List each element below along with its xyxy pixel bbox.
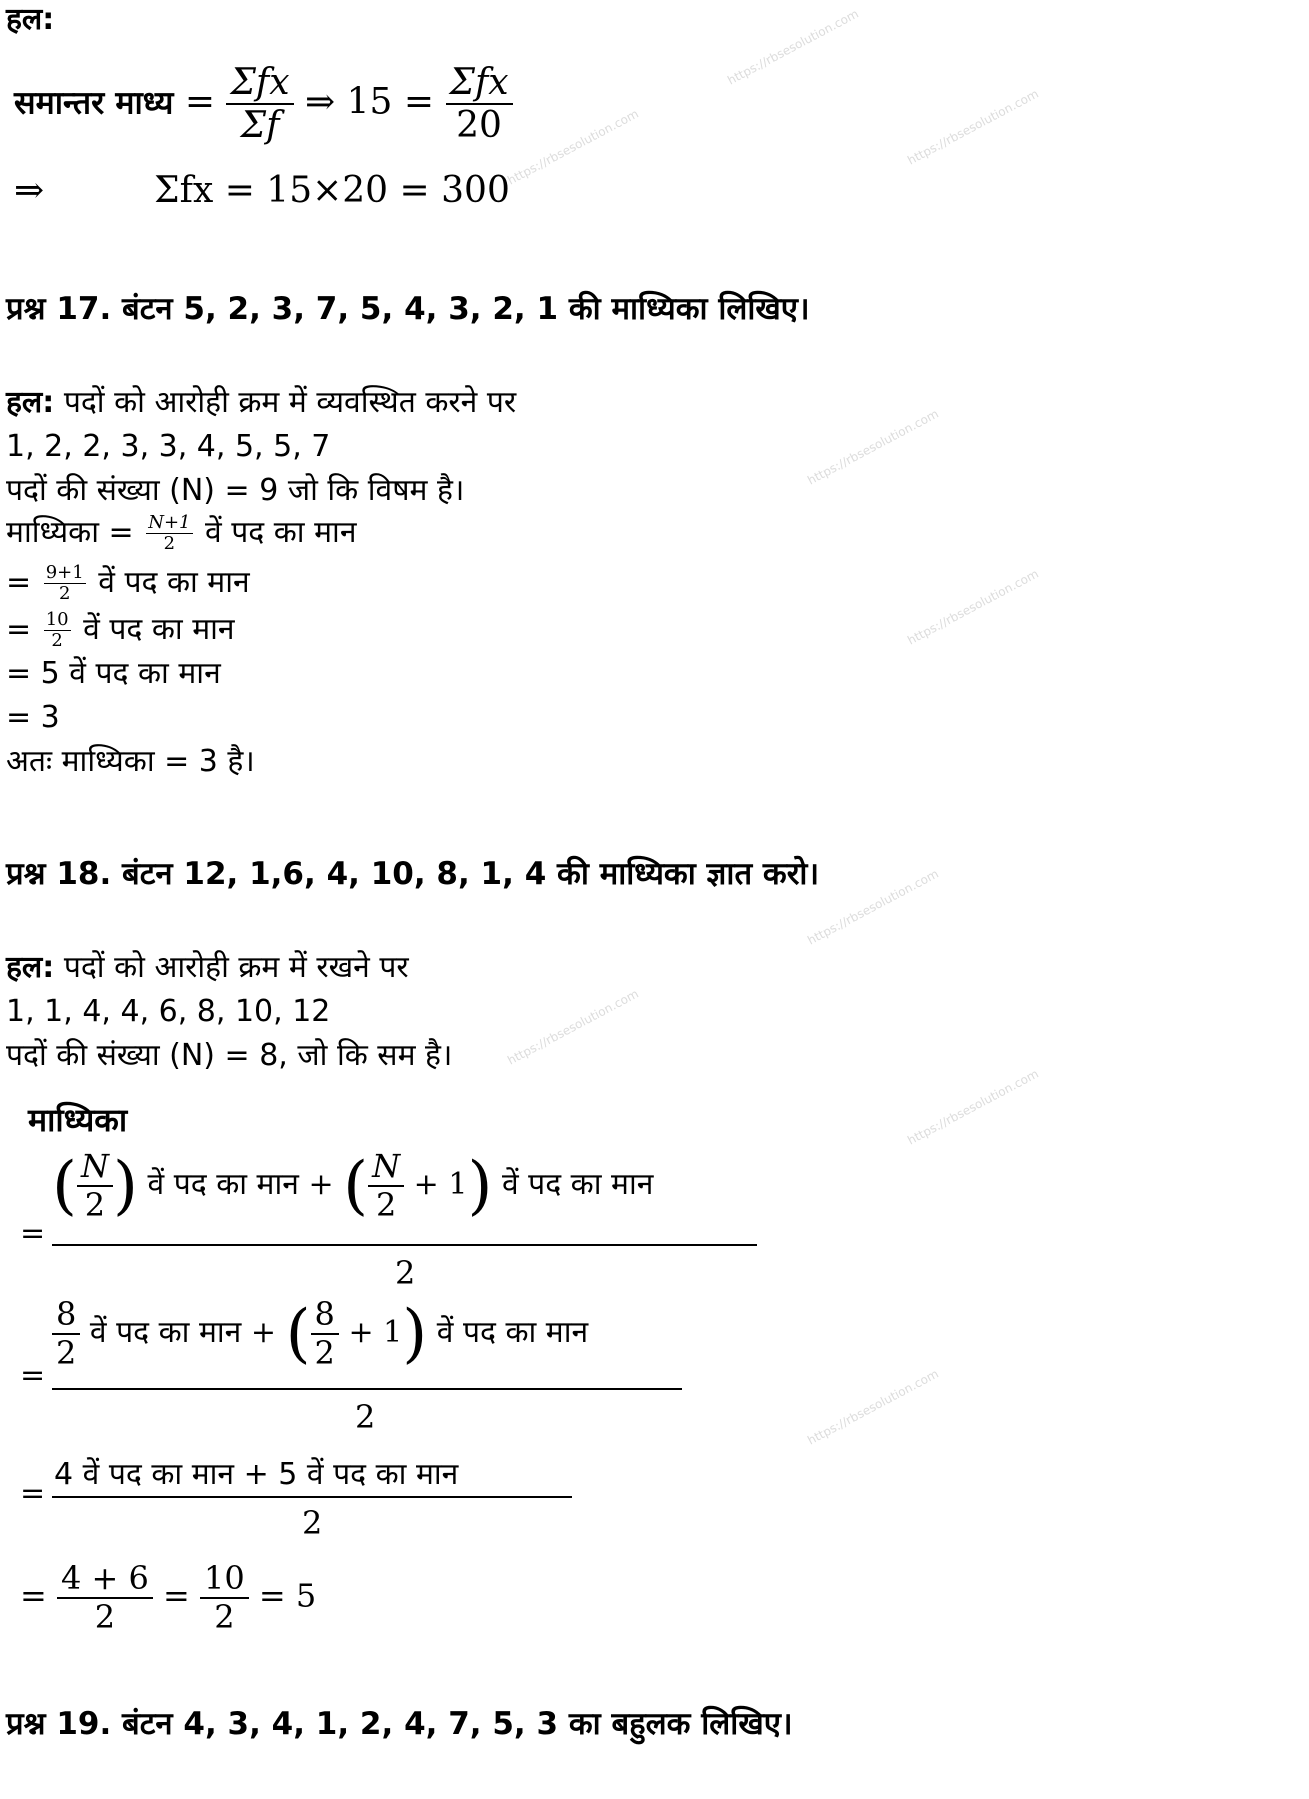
question-19: प्रश्न 19. बंटन 4, 3, 4, 1, 2, 4, 7, 5, 3 का बहुलक लिखिए। xyxy=(6,1706,793,1742)
q17-sorted-values: 1, 2, 2, 3, 3, 4, 5, 5, 7 xyxy=(6,429,331,464)
watermark: https://rbsesolution.com xyxy=(805,866,941,948)
watermark: https://rbsesolution.com xyxy=(805,406,941,488)
watermark: https://rbsesolution.com xyxy=(905,566,1041,648)
q18-equals-2: = xyxy=(20,1358,46,1393)
q18-step-3-numerator: 4 वें पद का मान + 5 वें पद का मान xyxy=(54,1457,459,1492)
watermark: https://rbsesolution.com xyxy=(905,1066,1041,1148)
q17-count: पदों की संख्या (N) = 9 जो कि विषम है। xyxy=(6,473,465,508)
watermark: https://rbsesolution.com xyxy=(905,86,1041,168)
q17-step-3: = $\frac{10}{2}$ वें पद का मान xyxy=(6,609,235,651)
q18-step-1-bar xyxy=(52,1244,757,1246)
q18-sorted-values: 1, 1, 4, 4, 6, 8, 10, 12 xyxy=(6,994,331,1029)
q18-final-step: = $\frac{4 + 6}{2}$ = $\frac{10}{2}$ = 5 xyxy=(20,1559,317,1636)
q18-count: पदों की संख्या (N) = 8, जो कि सम है। xyxy=(6,1038,453,1073)
q17-median-formula: माध्यिका = $\frac{N+1}{2}$ वें पद का मान xyxy=(6,512,357,554)
q18-step-3-bar xyxy=(52,1496,572,1498)
solution-label: हल: xyxy=(6,2,55,37)
question-18: प्रश्न 18. बंटन 12, 1,6, 4, 10, 8, 1, 4 की माध्यिका ज्ञात करो। xyxy=(6,856,820,892)
q18-solution-intro: हल: पदों को आरोही क्रम में रखने पर xyxy=(6,950,409,985)
q18-equals-3: = xyxy=(20,1476,46,1511)
q18-step-2-bar xyxy=(52,1388,682,1390)
q17-step-5: = 3 xyxy=(6,700,60,735)
watermark: https://rbsesolution.com xyxy=(505,106,641,188)
q17-conclusion: अतः माध्यिका = 3 है। xyxy=(6,744,255,779)
q17-step-4: = 5 वें पद का मान xyxy=(6,656,221,691)
q18-step-3-denominator: 2 xyxy=(302,1504,323,1542)
q17-step-2: = $\frac{9+1}{2}$ वें पद का मान xyxy=(6,562,250,604)
q18-step-1-numerator: ( $\frac{N}{2}$ ) वें पद का मान + ( $\frac{N}{2}$ + 1) वें पद का मान xyxy=(52,1147,654,1224)
watermark: https://rbsesolution.com xyxy=(725,6,861,88)
q18-step-2-denominator: 2 xyxy=(355,1398,376,1436)
mean-equation: समान्तर माध्य = $\frac{\text{Σfx}}{\Sigma f}$ ⇒ 15 = $\frac{\text{Σfx}}{20}$ xyxy=(14,62,513,147)
q18-median-label: माध्यिका xyxy=(28,1101,128,1139)
question-17: प्रश्न 17. बंटन 5, 2, 3, 7, 5, 4, 3, 2, 1 की माध्यिका लिखिए। xyxy=(6,291,810,327)
q18-step-1-denominator: 2 xyxy=(395,1254,416,1292)
q18-equals-1: = xyxy=(20,1216,46,1251)
q18-step-2-numerator: $\frac{8}{2}$ वें पद का मान + ( $\frac{8}{2}$ + 1) वें पद का मान xyxy=(52,1296,588,1372)
sum-fx-line: ⇒ Σfx = 15×20 = 300 xyxy=(14,170,510,211)
watermark: https://rbsesolution.com xyxy=(505,986,641,1068)
watermark: https://rbsesolution.com xyxy=(805,1366,941,1448)
q17-solution-intro: हल: पदों को आरोही क्रम में व्यवस्थित करने पर xyxy=(6,385,517,420)
